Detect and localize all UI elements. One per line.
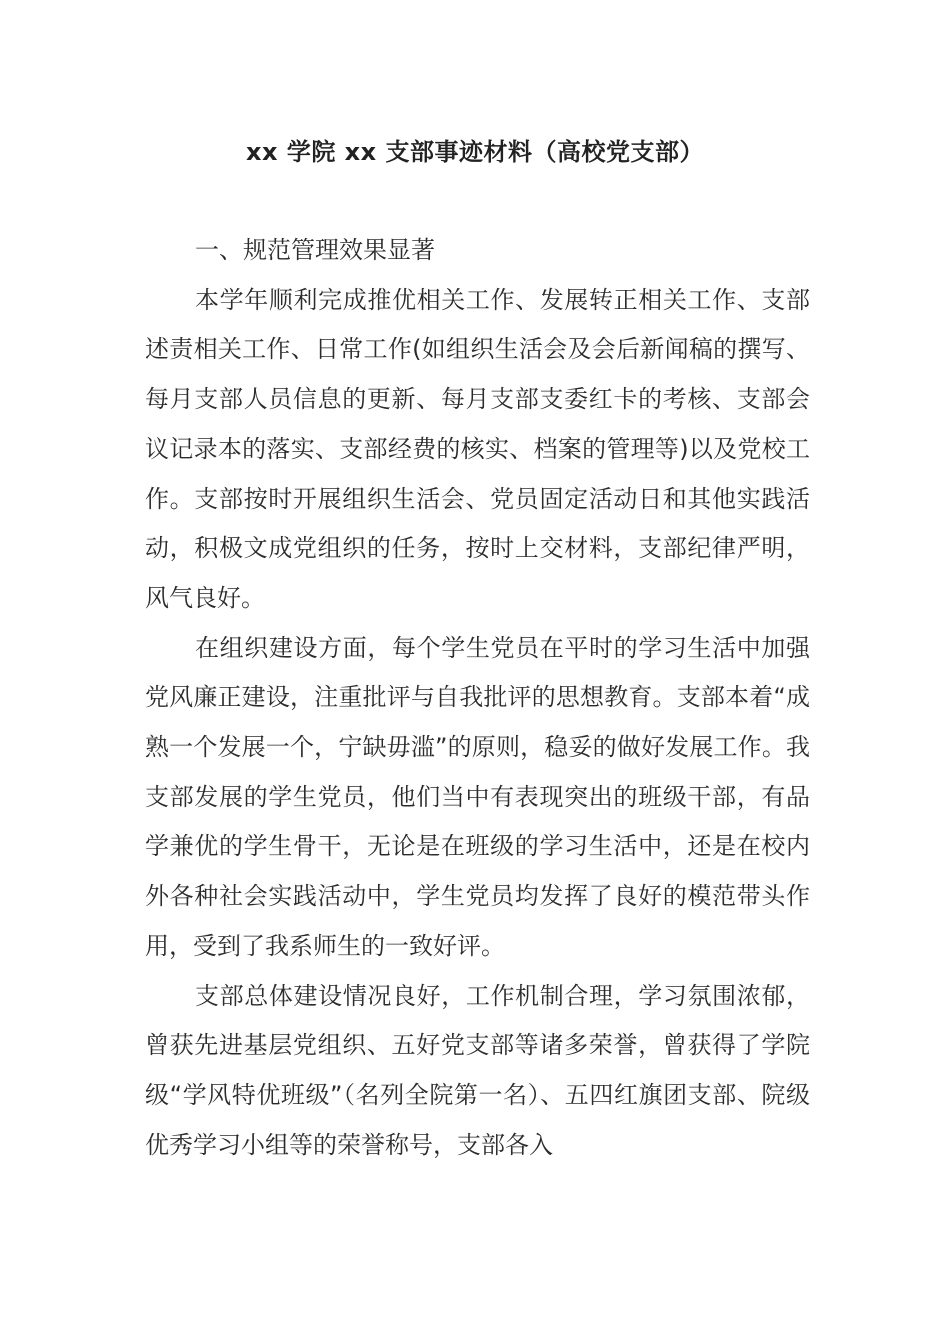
- section-heading: 一、规范管理效果显著: [195, 236, 435, 264]
- document-body: [145, 226, 810, 1170]
- paragraph: 本学年顺利完成推优相关工作、发展转正相关工作、支部述责相关工作、日常工作(如组织生活会及会后新闻稿的撰写、每月支部人员信息的更新、每月支部支委红卡的考核、支部会议记录本的落实、支部经费的核实、档案的管理等)以及党校工作。支部按时开展组织生活会、党员固定活动日和其他实践活动，积极文成党组织的任务，按时上交材料，支部纪律严明，风气良好。: [145, 285, 810, 612]
- document-title: xx 学院 xx 支部事迹材料（高校党支部）: [246, 138, 704, 166]
- paragraph: 在组织建设方面，每个学生党员在平时的学习生活中加强党风廉正建设，注重批评与自我批评的思想教育。支部本着“成熟一个发展一个，宁缺毋滥”的原则，稳妥的做好发展工作。我支部发展的学生党员，他们当中有表现突出的班级干部，有品学兼优的学生骨干，无论是在班级的学习生活中，还是在校内外各种社会实践活动中，学生党员均发挥了良好的模范带头作用，受到了我系师生的一致好评。: [145, 633, 810, 960]
- paragraph: 支部总体建设情况良好，工作机制合理，学习氛围浓郁，曾获先进基层党组织、五好党支部等诸多荣誉，曾获得了学院级“学风特优班级”（名列全院第一名）、五四红旗团支部、院级优秀学习小组等的荣誉称号，支部各入: [145, 981, 810, 1159]
